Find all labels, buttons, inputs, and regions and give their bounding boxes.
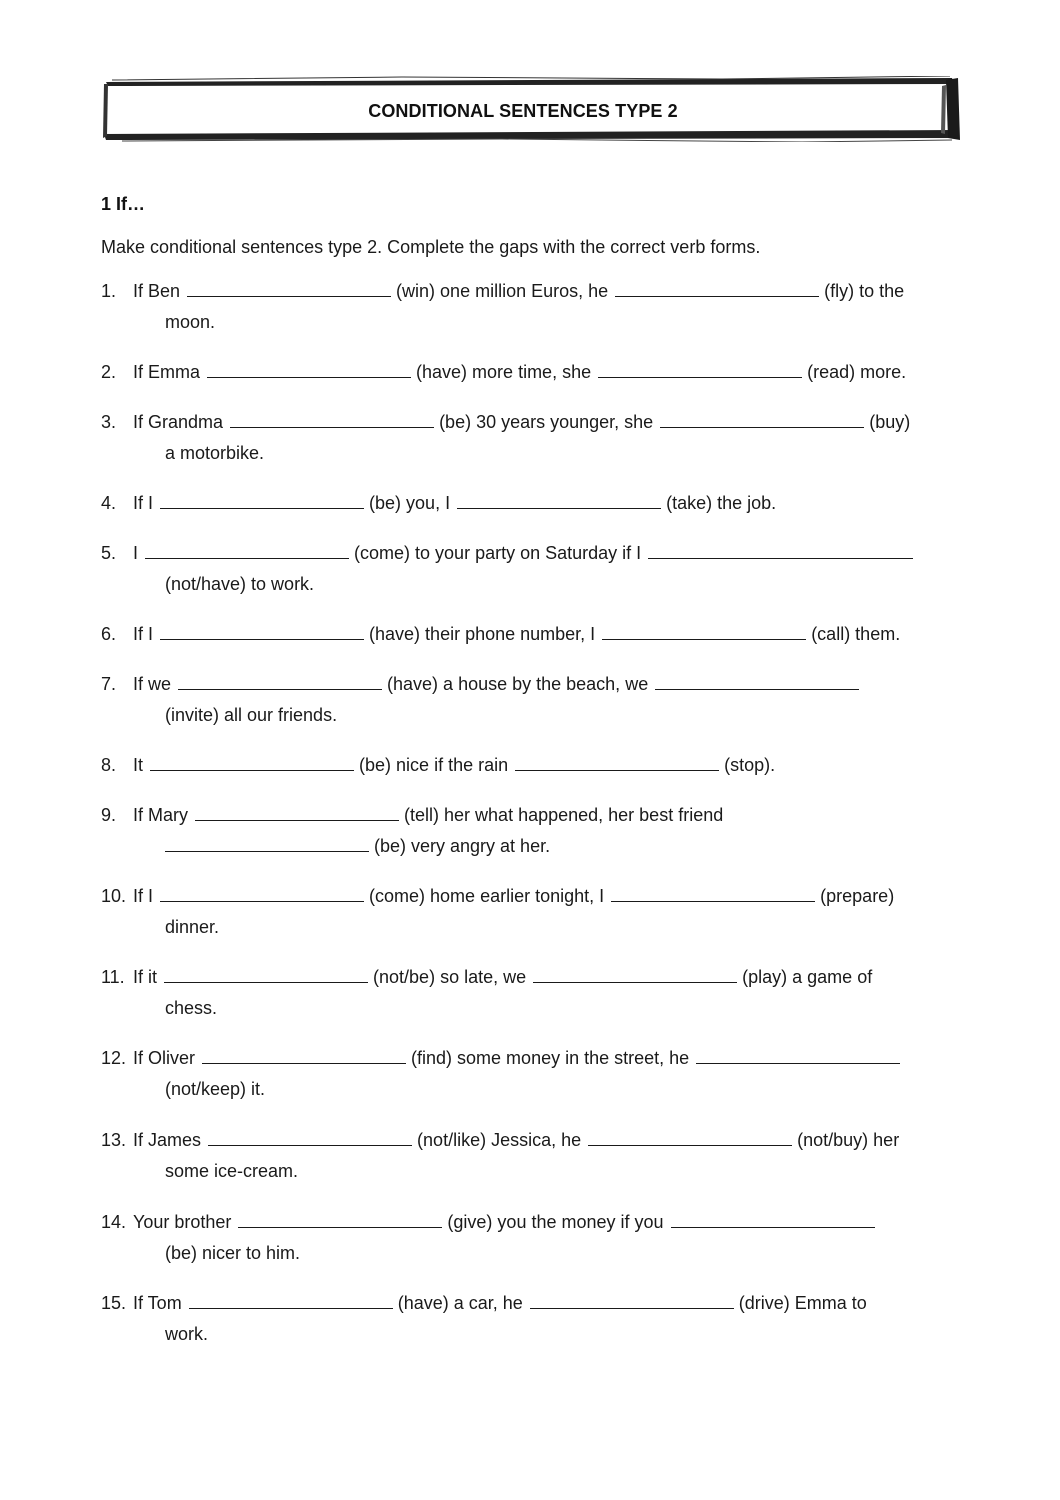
exercise-text: If Tom <box>133 1293 182 1313</box>
answer-gap[interactable] <box>660 407 864 428</box>
exercise-continuation: some ice-cream. <box>165 1161 299 1181</box>
worksheet-title: CONDITIONAL SENTENCES TYPE 2 <box>368 101 678 121</box>
exercise-number: 5. <box>101 543 117 563</box>
answer-gap[interactable] <box>165 831 369 852</box>
answer-gap[interactable] <box>588 1125 792 1146</box>
answer-gap[interactable] <box>615 276 819 297</box>
answer-gap[interactable] <box>160 619 364 640</box>
exercise-text: (have) their phone number, I <box>369 624 596 644</box>
answer-gap[interactable] <box>207 357 411 378</box>
exercise-text: I <box>133 543 139 563</box>
answer-gap[interactable] <box>145 538 349 559</box>
exercise-text: If I <box>133 493 154 513</box>
exercise-text: If we <box>133 674 172 694</box>
title-banner <box>102 76 960 142</box>
answer-gap[interactable] <box>208 1125 412 1146</box>
answer-gap[interactable] <box>530 1288 734 1309</box>
answer-gap[interactable] <box>671 1207 875 1228</box>
exercise-text: (come) to your party on Saturday if I <box>354 543 642 563</box>
exercise-text: (come) home earlier tonight, I <box>369 886 605 906</box>
answer-gap[interactable] <box>150 750 354 771</box>
answer-gap[interactable] <box>189 1288 393 1309</box>
section-heading: 1 If… <box>101 194 146 214</box>
answer-gap[interactable] <box>230 407 434 428</box>
answer-gap[interactable] <box>195 800 399 821</box>
exercise-text: (find) some money in the street, he <box>411 1048 690 1068</box>
exercise-text: If James <box>133 1130 202 1150</box>
exercise-text: If it <box>133 967 158 987</box>
exercise-text: If I <box>133 886 154 906</box>
exercise-text: (give) you the money if you <box>447 1212 664 1232</box>
exercise-text: (not/be) so late, we <box>373 967 527 987</box>
exercise-number: 15. <box>101 1293 127 1313</box>
exercise-text: (stop). <box>724 755 776 775</box>
exercise-number: 7. <box>101 674 117 694</box>
answer-gap[interactable] <box>598 357 802 378</box>
exercise-text: (read) more. <box>807 362 907 382</box>
exercise-number: 6. <box>101 624 117 644</box>
answer-gap[interactable] <box>202 1043 406 1064</box>
exercise-continuation: dinner. <box>165 917 220 937</box>
exercise-continuation: (invite) all our friends. <box>165 705 338 725</box>
exercise-text: (fly) to the <box>824 281 905 301</box>
answer-gap[interactable] <box>164 962 368 983</box>
answer-gap[interactable] <box>160 488 364 509</box>
exercise-continuation: (be) very angry at her. <box>374 836 551 856</box>
exercise-continuation: a motorbike. <box>165 443 265 463</box>
exercise-number: 8. <box>101 755 117 775</box>
exercise-continuation: chess. <box>165 998 218 1018</box>
exercise-number: 3. <box>101 412 117 432</box>
exercise-text: (prepare) <box>820 886 895 906</box>
exercise-text: (be) nice if the rain <box>359 755 509 775</box>
answer-gap[interactable] <box>611 881 815 902</box>
exercise-text: If Grandma <box>133 412 224 432</box>
exercise-continuation: (not/have) to work. <box>165 574 315 594</box>
exercise-text: (play) a game of <box>742 967 873 987</box>
exercise-text: (tell) her what happened, her best friend <box>404 805 724 825</box>
answer-gap[interactable] <box>238 1207 442 1228</box>
exercise-text: Your brother <box>133 1212 232 1232</box>
exercise-text: (have) more time, she <box>416 362 592 382</box>
exercise-continuation: (be) nicer to him. <box>165 1243 301 1263</box>
answer-gap[interactable] <box>648 538 913 559</box>
exercise-text: (be) you, I <box>369 493 451 513</box>
exercise-number: 14. <box>101 1212 127 1232</box>
instructions-text: Make conditional sentences type 2. Complete the gaps with the correct verb forms. <box>101 237 761 257</box>
exercise-number: 1. <box>101 281 117 301</box>
exercise-text: If Mary <box>133 805 189 825</box>
exercise-text: It <box>133 755 144 775</box>
exercise-continuation: moon. <box>165 312 216 332</box>
exercise-number: 2. <box>101 362 117 382</box>
answer-gap[interactable] <box>533 962 737 983</box>
exercise-text: If I <box>133 624 154 644</box>
answer-gap[interactable] <box>515 750 719 771</box>
exercise-text: If Emma <box>133 362 201 382</box>
answer-gap[interactable] <box>160 881 364 902</box>
exercise-continuation: (not/keep) it. <box>165 1079 266 1099</box>
exercise-text: If Oliver <box>133 1048 196 1068</box>
exercise-text: If Ben <box>133 281 181 301</box>
exercise-continuation: work. <box>165 1324 209 1344</box>
answer-gap[interactable] <box>457 488 661 509</box>
exercise-text: (have) a house by the beach, we <box>387 674 649 694</box>
answer-gap[interactable] <box>602 619 806 640</box>
exercise-text: (win) one million Euros, he <box>396 281 609 301</box>
answer-gap[interactable] <box>696 1043 900 1064</box>
exercise-number: 11. <box>101 967 125 987</box>
exercise-number: 4. <box>101 493 117 513</box>
exercise-text: (drive) Emma to <box>738 1293 867 1313</box>
exercise-number: 12. <box>101 1048 127 1068</box>
exercise-text: (be) 30 years younger, she <box>439 412 654 432</box>
answer-gap[interactable] <box>187 276 391 297</box>
exercise-text: (have) a car, he <box>397 1293 523 1313</box>
exercise-text: (not/buy) her <box>797 1130 900 1150</box>
exercise-text: (buy) <box>869 412 911 432</box>
exercise-number: 13. <box>101 1130 127 1150</box>
exercise-text: (call) them. <box>811 624 901 644</box>
exercise-number: 9. <box>101 805 117 825</box>
exercise-text: (take) the job. <box>666 493 777 513</box>
exercise-number: 10. <box>101 886 127 906</box>
exercise-text: (not/like) Jessica, he <box>417 1130 582 1150</box>
answer-gap[interactable] <box>178 669 382 690</box>
answer-gap[interactable] <box>655 669 859 690</box>
